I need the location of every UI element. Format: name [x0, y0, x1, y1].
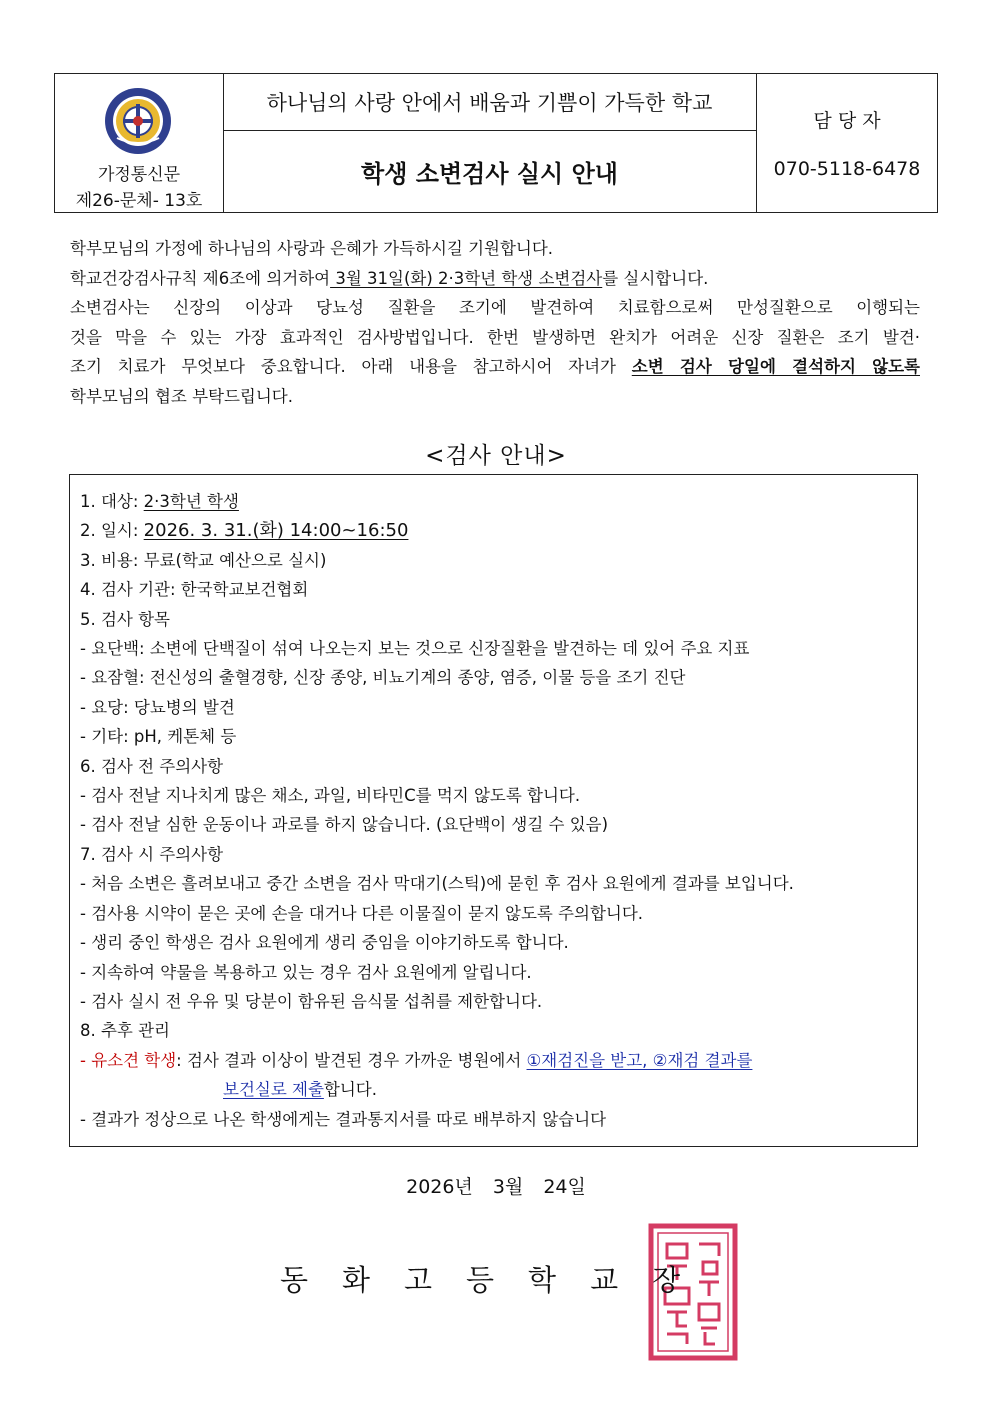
list-item: - 검사용 시약이 묻은 곳에 손을 대거나 다른 이물질이 묻지 않도록 주의합니다. [80, 903, 644, 923]
intro-line [70, 264, 920, 294]
list-item: - 요잠혈: 전신성의 출혈경향, 신장 종양, 비뇨기계의 종양, 염증, 이물 등을 조기 진단 [80, 668, 686, 688]
intro-line: 것을 막을 수 있는 가장 효과적인 검사방법입니다. 한번 발생하면 완치가 어려운 신장 질환은 조기 발견· [70, 327, 920, 347]
target-label: 1. 대상: [80, 492, 144, 511]
intro-line [70, 352, 920, 382]
school-principal-name: 동화고등학교장 [280, 1263, 715, 1297]
list-item: - 검사 전날 심한 운동이나 과로를 하지 않습니다. (요단백이 생길 수 있음) [80, 815, 609, 835]
issue-date: 2026년 3월 24일 [406, 1176, 586, 1198]
follow-item [80, 1046, 912, 1075]
list-item: - 지속하여 약물을 복용하고 있는 경우 검사 요원에게 알립니다. [80, 962, 532, 982]
section-title: <검사 안내> [425, 443, 567, 469]
submit-instruction: 보건실로 제출 [223, 1080, 324, 1100]
follow-text: : 검사 결과 이상이 발견된 경우 가까운 병원에서 [176, 1050, 527, 1070]
contact-phone: 070-5118-6478 [773, 158, 921, 180]
intro-line: 학부모님의 협조 부탁드립니다. [70, 386, 293, 406]
school-logo-icon [103, 86, 173, 156]
follow-text: 합니다. [323, 1080, 377, 1100]
datetime-label: 2. 일시: [80, 521, 144, 541]
attendance-highlight: 소변 검사 당일에 결석하지 않도록 [631, 357, 920, 377]
recheck-instruction: ①재검진을 받고, ②재검 결과를 [526, 1050, 753, 1070]
list-item: - 결과가 정상으로 나온 학생에게는 결과통지서를 따로 배부하지 않습니다 [80, 1109, 607, 1129]
abnormal-student-label: 유소견 학생 [91, 1050, 177, 1070]
items-title: 5. 검사 항목 [80, 609, 170, 629]
follow-title: 8. 추후 관리 [80, 1021, 170, 1041]
list-item: - 기타: pH, 케톤체 등 [80, 727, 237, 747]
list-item: - 처음 소변은 흘려보내고 중간 소변을 검사 막대기(스틱)에 묻힌 후 검사 요원에게 결과를 보입니다. [80, 874, 794, 894]
datetime-line [80, 516, 912, 545]
during-title: 7. 검사 시 주의사항 [80, 844, 224, 864]
exam-date-highlight: 3월 31일(화) 2·3학년 학생 소변검사 [330, 268, 603, 288]
intro-text: 를 실시합니다. [602, 268, 709, 288]
header-logo-cell [55, 74, 224, 212]
school-motto: 하나님의 사랑 안에서 배움과 기쁨이 가득한 학교 [223, 74, 756, 131]
list-item: - 요단백: 소변에 단백질이 섞여 나오는지 보는 것으로 신장질환을 발견하는 데 있어 주요 지표 [80, 639, 750, 659]
intro-line: 학부모님의 가정에 하나님의 사랑과 은혜가 가득하시길 기원합니다. [70, 239, 554, 258]
doc-type: 가정통신문 [97, 165, 181, 185]
datetime-value: 2026. 3. 31.(화) 14:00~16:50 [143, 520, 409, 542]
list-item: - 검사 전날 지나치게 많은 채소, 과일, 비타민C를 먹지 않도록 합니다. [80, 786, 581, 806]
doc-number: 제26-문체- 13호 [75, 191, 203, 211]
before-title: 6. 검사 전 주의사항 [80, 756, 224, 776]
list-item: - 생리 중인 학생은 검사 요원에게 생리 중임을 이야기하도록 합니다. [80, 933, 569, 953]
intro-text: 학교건강검사규칙 제6조에 의거하여 [70, 268, 331, 288]
list-item: - 요당: 당뇨병의 발견 [80, 697, 235, 717]
header-title-cell [223, 74, 757, 212]
page-title: 학생 소변검사 실시 안내 [361, 160, 618, 188]
follow-item-cont [80, 1075, 912, 1104]
header-table [54, 73, 938, 213]
target-line [80, 487, 912, 516]
exam-info-box [69, 474, 918, 1147]
intro-line: 소변검사는 신장의 이상과 당뇨성 질환을 조기에 발견하여 치료함으로써 만성질환으로 이행되는 [70, 298, 920, 318]
intro-text: 조기 치료가 무엇보다 중요합니다. 아래 내용을 참고하시어 자녀가 [70, 357, 632, 377]
header-contact-cell [757, 74, 937, 212]
list-item: - 검사 실시 전 우유 및 당분이 함유된 음식물 섭취를 제한합니다. [80, 991, 543, 1011]
follow-dash: - [80, 1050, 92, 1070]
contact-label: 담 당 자 [813, 109, 881, 132]
intro-paragraph [70, 234, 920, 412]
org-line: 4. 검사 기관: 한국학교보건협회 [80, 580, 309, 600]
cost-line: 3. 비용: 무료(학교 예산으로 실시) [80, 550, 327, 570]
target-value: 2·3학년 학생 [143, 492, 239, 511]
